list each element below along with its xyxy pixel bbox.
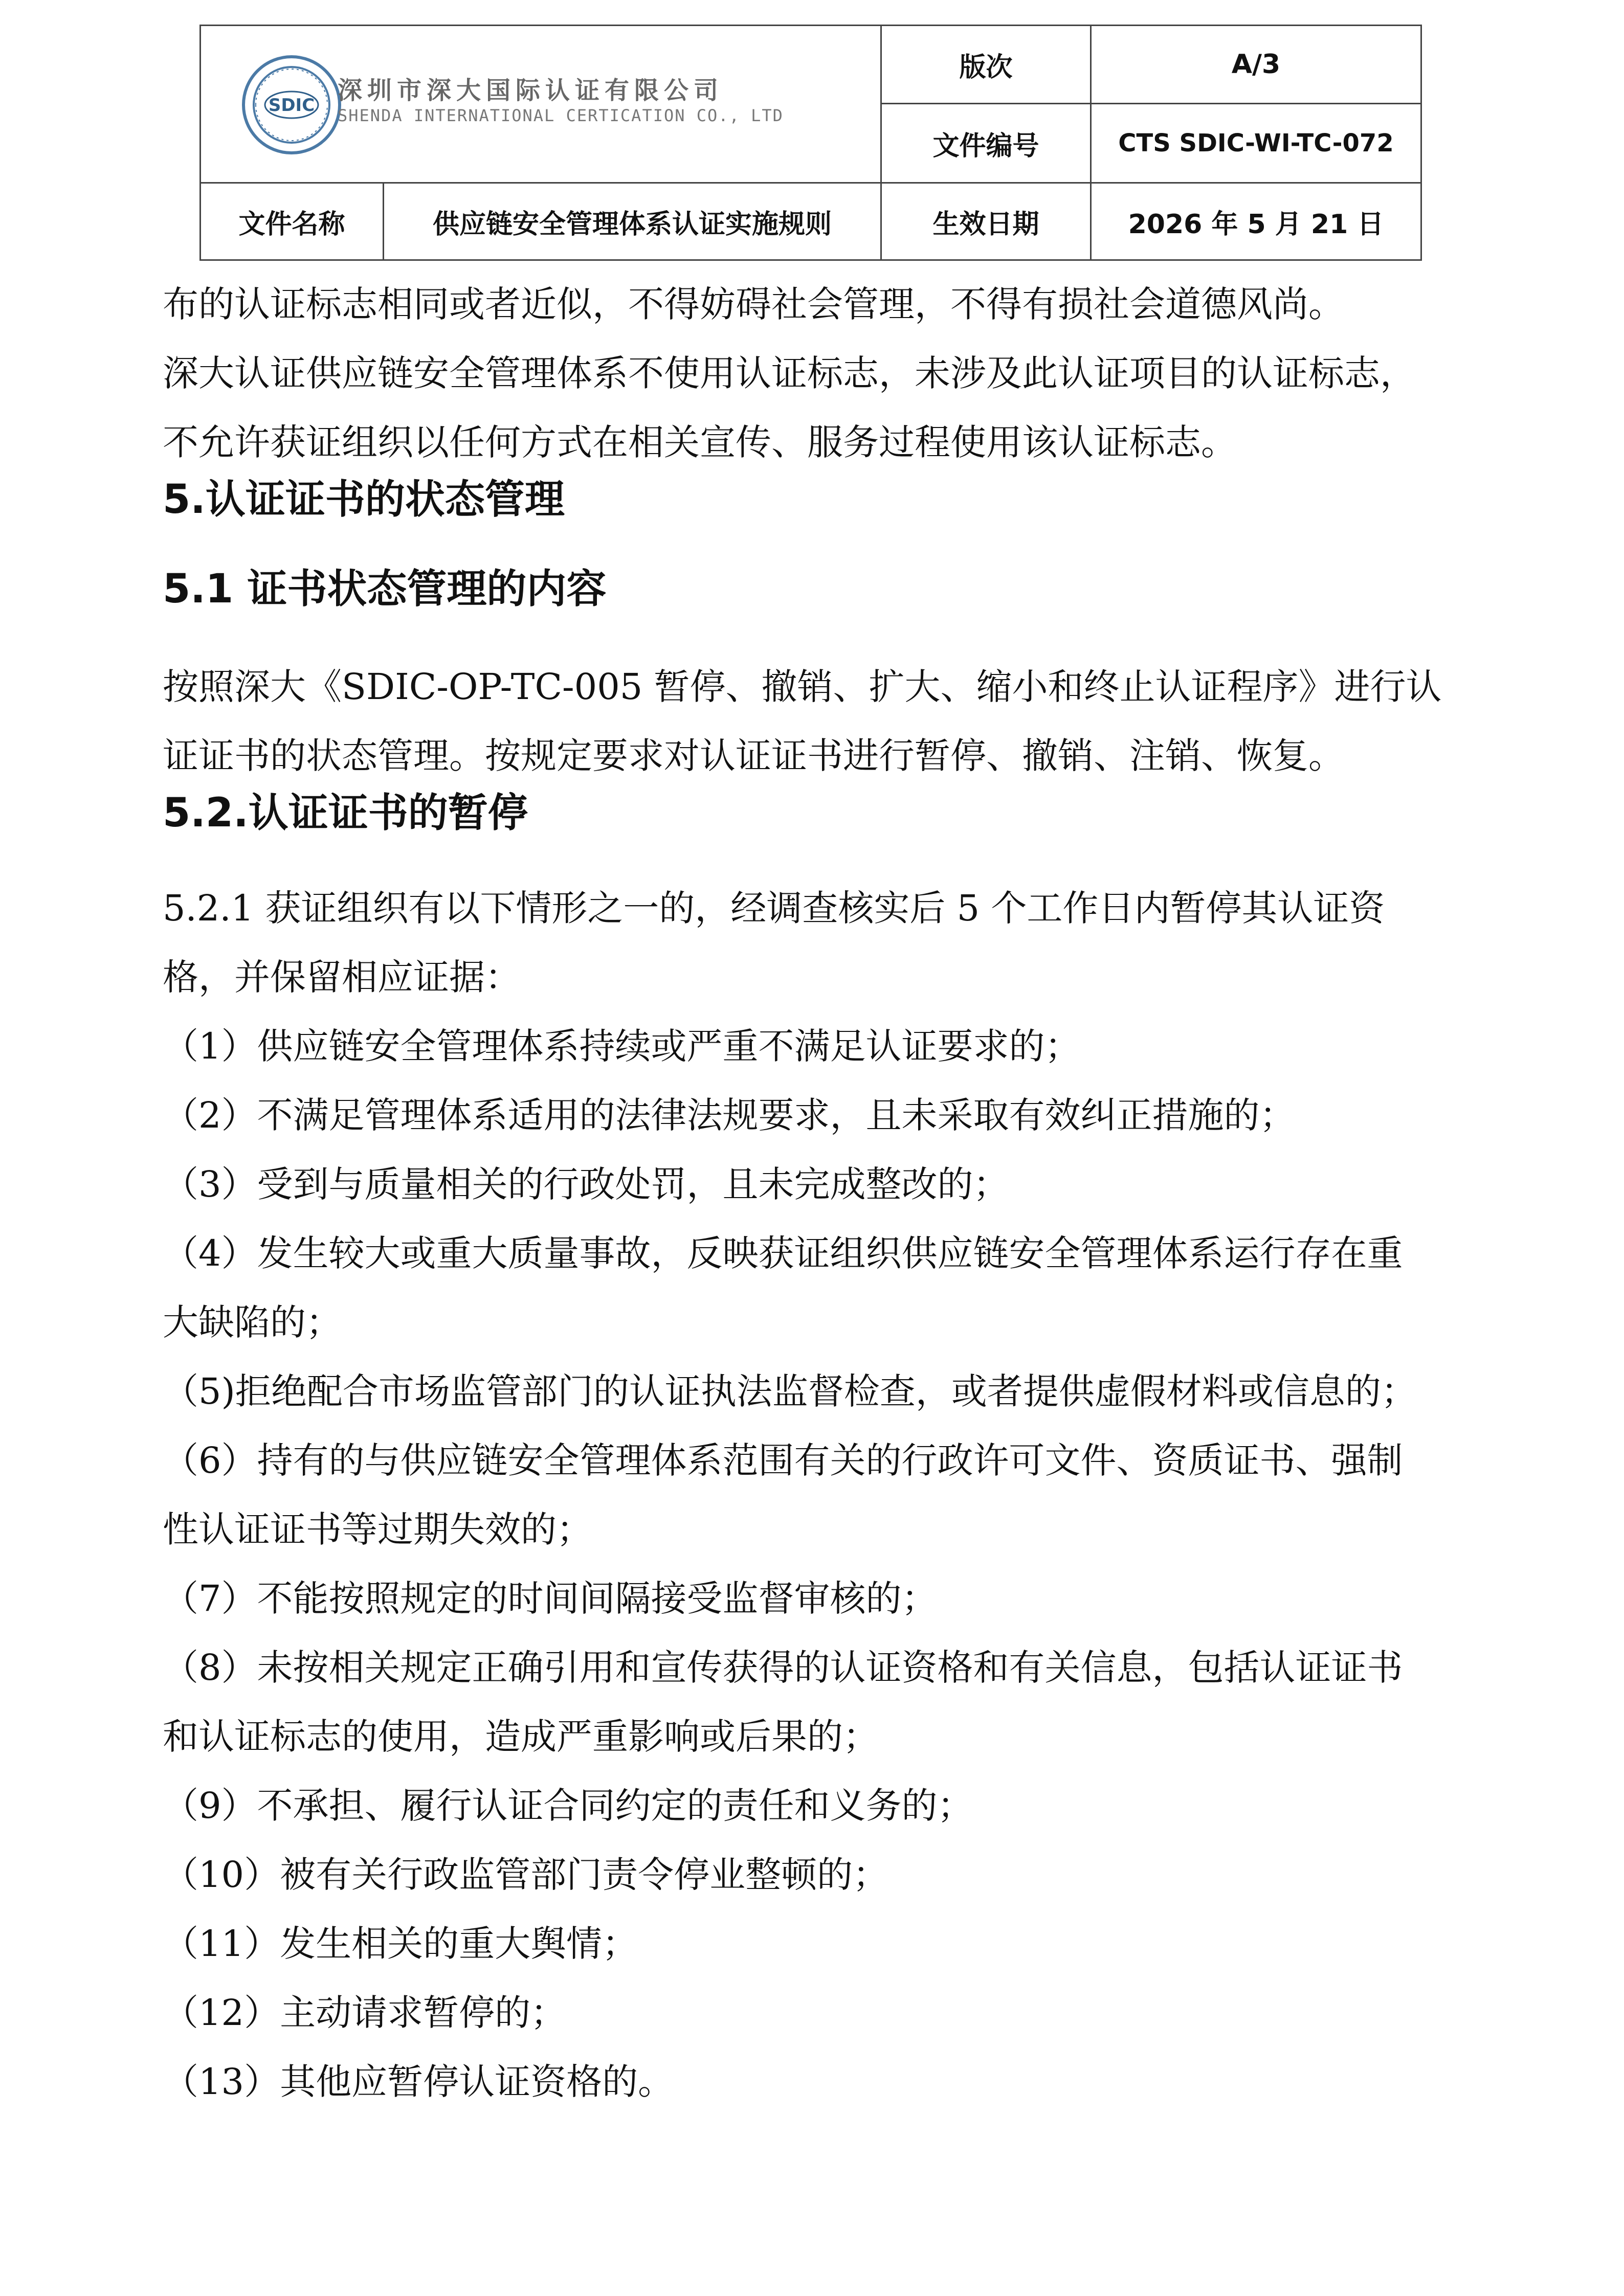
list-item: （13）其他应暂停认证资格的。: [163, 2061, 674, 2103]
body-line: 布的认证标志相同或者近似，不得妨碍社会管理，不得有损社会道德风尚。: [163, 283, 1344, 325]
version-label: 版次: [959, 52, 1013, 83]
body-line: 5.2.1 获证组织有以下情形之一的，经调查核实后 5 个工作日内暂停其认证资: [163, 887, 1385, 929]
file-number-label: 文件编号: [932, 130, 1039, 162]
section-5-heading: 5.认证证书的状态管理: [163, 477, 565, 523]
file-number-value: CTS SDIC-WI-TC-072: [1118, 129, 1394, 157]
file-name-value: 供应链安全管理体系认证实施规则: [432, 209, 832, 240]
list-item: 和认证标志的使用，造成严重影响或后果的；: [163, 1716, 879, 1758]
list-item: 大缺陷的；: [163, 1301, 342, 1343]
company-name-cn: 深圳市深大国际认证有限公司: [338, 76, 724, 105]
list-item: （4）发生较大或重大质量事故，反映获证组织供应链安全管理体系运行存在重: [163, 1232, 1403, 1274]
list-item: （11）发生相关的重大舆情；: [163, 1923, 638, 1965]
body-line: 深大认证供应链安全管理体系不使用认证标志，未涉及此认证项目的认证标志，: [163, 352, 1416, 394]
list-item: （12）主动请求暂停的；: [163, 1992, 567, 2034]
effective-date-value: 2026 年 5 月 21 日: [1128, 209, 1384, 240]
body-line: 不允许获证组织以任何方式在相关宣传、服务过程使用该认证标志。: [163, 421, 1237, 463]
body-line: 格，并保留相应证据：: [163, 956, 521, 998]
body-line: 按照深大《SDIC-OP-TC-005 暂停、撤销、扩大、缩小和终止认证程序》进行认: [163, 666, 1442, 708]
file-name-label: 文件名称: [238, 209, 345, 240]
list-item: 性认证证书等过期失效的；: [163, 1509, 592, 1550]
list-item: （9）不承担、履行认证合同约定的责任和义务的；: [163, 1785, 973, 1827]
list-item: （3）受到与质量相关的行政处罚，且未完成整改的；: [163, 1163, 1009, 1205]
list-item: （8）未按相关规定正确引用和宣传获得的认证资格和有关信息，包括认证证书: [163, 1647, 1403, 1689]
list-item: （1）供应链安全管理体系持续或严重不满足认证要求的；: [163, 1025, 1081, 1067]
version-value: A/3: [1231, 49, 1281, 80]
body-line: 证证书的状态管理。按规定要求对认证证书进行暂停、撤销、注销、恢复。: [163, 735, 1344, 777]
section-5-1-heading: 5.1 证书状态管理的内容: [163, 566, 607, 612]
list-item: （6）持有的与供应链安全管理体系范围有关的行政许可文件、资质证书、强制: [163, 1439, 1403, 1481]
effective-date-label: 生效日期: [932, 209, 1039, 240]
list-item: （7）不能按照规定的时间间隔接受监督审核的；: [163, 1578, 938, 1619]
list-item: （10）被有关行政监管部门责令停业整顿的；: [163, 1854, 889, 1896]
document-header-table: [199, 25, 1422, 261]
list-item: （2）不满足管理体系适用的法律法规要求，且未采取有效纠正措施的；: [163, 1094, 1296, 1136]
company-logo-icon: [240, 54, 343, 156]
section-5-2-heading: 5.2.认证证书的暂停: [163, 790, 528, 836]
list-item: （5)拒绝配合市场监管部门的认证执法监督检查，或者提供虚假材料或信息的；: [163, 1370, 1417, 1412]
logo-text: SDIC: [268, 95, 315, 116]
company-name-en: SHENDA INTERNATIONAL CERTICATION CO., LTD: [338, 106, 784, 125]
